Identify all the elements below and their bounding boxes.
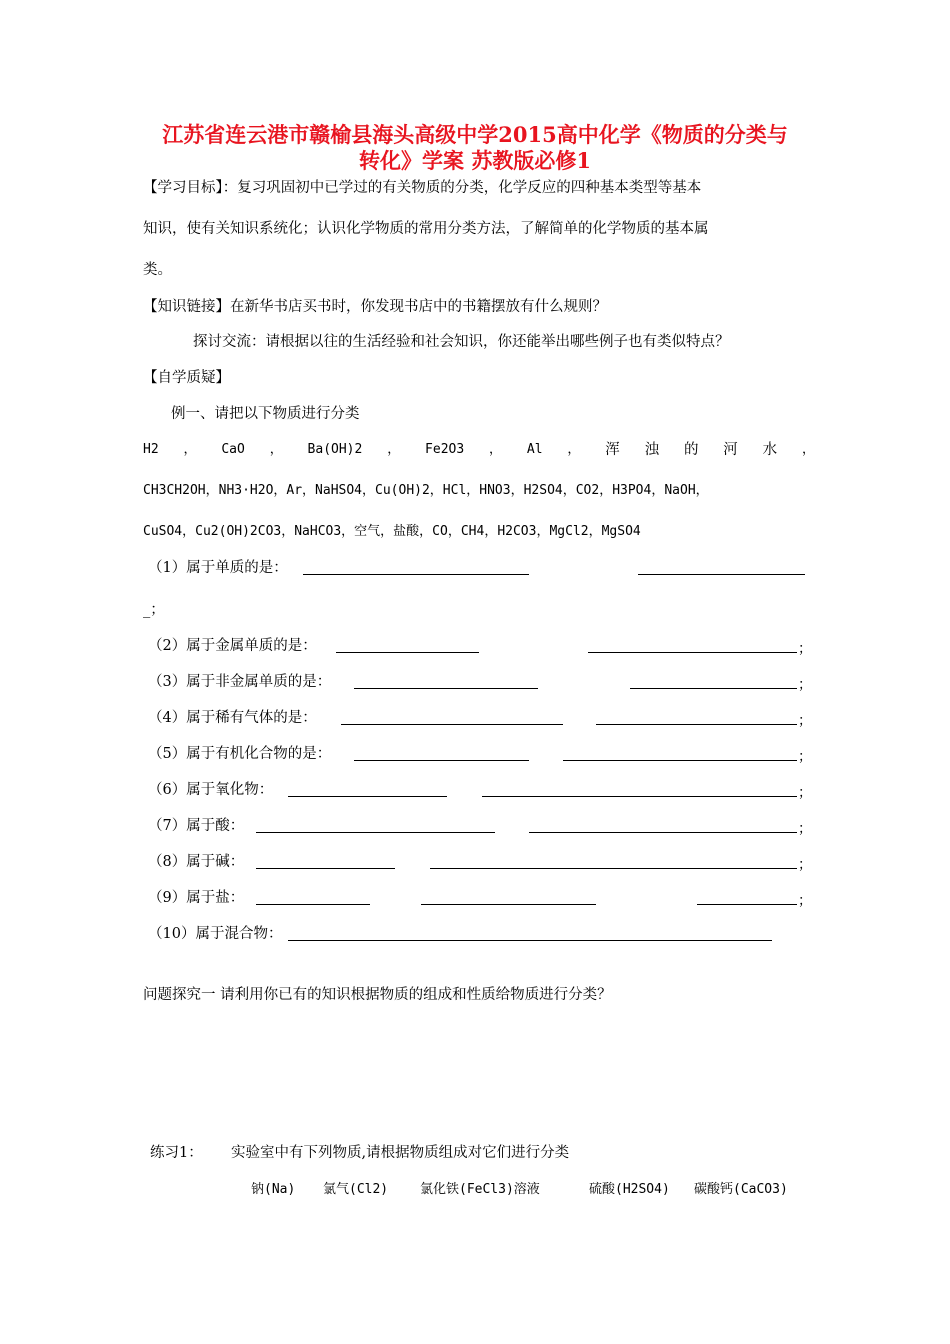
- answer-blank[interactable]: [336, 652, 479, 653]
- answer-blank[interactable]: [256, 904, 370, 905]
- substance-item: H2: [143, 442, 159, 457]
- objective-line2: 知识，使有关知识系统化；认识化学物质的常用分类方法，了解简单的化学物质的基本属: [143, 221, 709, 237]
- discussion-text: 探讨交流：请根据以往的生活经验和社会知识，你还能举出哪些例子也有类似特点？: [193, 334, 730, 350]
- answer-blank[interactable]: [288, 796, 447, 797]
- answer-blank[interactable]: [482, 796, 797, 797]
- answer-blank[interactable]: [697, 904, 797, 905]
- question-2-tail: ；: [798, 641, 812, 657]
- exercise-item: 氯气(Cl2): [323, 1182, 389, 1197]
- separator: ，: [567, 442, 581, 457]
- substance-char: 浊: [644, 442, 660, 458]
- question-10-label: （10）属于混合物：: [148, 926, 283, 942]
- answer-blank[interactable]: [354, 688, 538, 689]
- example1-heading: 例一、请把以下物质进行分类: [171, 406, 360, 422]
- separator: ，: [801, 442, 815, 457]
- answer-blank[interactable]: [596, 724, 797, 725]
- exercise-item: 钠(Na): [251, 1182, 296, 1197]
- question-7-tail: ；: [798, 821, 812, 837]
- question-1-tail: _；: [143, 602, 165, 618]
- separator: ，: [183, 442, 197, 457]
- question-7-label: （7）属于酸：: [148, 818, 245, 834]
- substance-char: 河: [723, 442, 738, 458]
- question-5-tail: ；: [798, 749, 812, 765]
- question-9-tail: ；: [798, 893, 812, 909]
- answer-blank[interactable]: [354, 760, 529, 761]
- substance-row-1: [143, 440, 815, 460]
- document-title-line2: 转化》学案 苏教版必修1: [359, 148, 591, 173]
- question-8-label: （8）属于碱：: [148, 854, 245, 870]
- answer-blank[interactable]: [256, 868, 395, 869]
- question-6-label: （6）属于氧化物：: [148, 782, 274, 798]
- answer-blank[interactable]: [563, 760, 797, 761]
- answer-blank[interactable]: [588, 652, 797, 653]
- question-8-tail: ；: [798, 857, 812, 873]
- separator: ，: [489, 442, 503, 457]
- substance-item: CaO: [221, 442, 245, 457]
- answer-blank[interactable]: [288, 940, 772, 941]
- exercise-item: 硫酸(H2SO4): [589, 1182, 670, 1197]
- substance-char: 浑: [605, 442, 620, 458]
- substance-char: 的: [683, 442, 699, 458]
- question-9-label: （9）属于盐：: [148, 890, 245, 906]
- exercise-item: 氯化铁(FeCl3)溶液: [420, 1182, 540, 1197]
- answer-blank[interactable]: [421, 904, 596, 905]
- exercise-1-label: 练习1：: [150, 1145, 203, 1161]
- objective-line1: 【学习目标】：复习巩固初中已学过的有关物质的分类，化学反应的四种基本类型等基本: [143, 180, 702, 196]
- substance-item: Ba(OH)2: [307, 442, 363, 457]
- substance-item: Al: [526, 442, 543, 457]
- objective-line3: 类。: [143, 262, 172, 278]
- answer-blank[interactable]: [256, 832, 495, 833]
- answer-blank[interactable]: [430, 868, 797, 869]
- exercise-item: 碳酸钙(CaCO3): [694, 1182, 788, 1197]
- question-6-tail: ；: [798, 785, 812, 801]
- substance-row-2: CH3CH2OH，NH3·H2O，Ar，NaHSO4，Cu(OH)2，HCl，HNO3，H2SO4，CO2，H3PO4，NaOH，: [143, 483, 709, 498]
- self-study-heading: 【自学质疑】: [143, 370, 230, 386]
- question-2-label: （2）属于金属单质的是：: [148, 638, 317, 654]
- substance-row-3: CuSO4，Cu2(OH)2CO3，NaHCO3，空气，盐酸，CO，CH4，H2CO3，MgCl2，MgSO4: [143, 524, 641, 539]
- substance-char: 水: [762, 442, 778, 458]
- question-1-label: （1）属于单质的是：: [148, 560, 288, 576]
- answer-blank[interactable]: [341, 724, 563, 725]
- exercise-1-text: 实验室中有下列物质,请根据物质组成对它们进行分类: [231, 1145, 570, 1161]
- question-5-label: （5）属于有机化合物的是：: [148, 746, 332, 762]
- separator: ，: [387, 442, 401, 457]
- question-3-tail: ；: [798, 677, 812, 693]
- knowledge-link: 【知识链接】在新华书店买书时，你发现书店中的书籍摆放有什么规则？: [143, 299, 607, 315]
- substance-item: Fe2O3: [425, 442, 465, 457]
- question-4-label: （4）属于稀有气体的是：: [148, 710, 317, 726]
- question-4-tail: ；: [798, 713, 812, 729]
- answer-blank[interactable]: [529, 832, 797, 833]
- document-title-line1: 江苏省连云港市赣榆县海头高级中学2015高中化学《物质的分类与: [162, 122, 788, 147]
- answer-blank[interactable]: [630, 688, 797, 689]
- answer-blank[interactable]: [638, 574, 805, 575]
- separator: ，: [269, 442, 283, 457]
- inquiry-1: 问题探究一 请利用你已有的知识根据物质的组成和性质给物质进行分类？: [143, 987, 612, 1003]
- question-3-label: （3）属于非金属单质的是：: [148, 674, 332, 690]
- answer-blank[interactable]: [303, 574, 529, 575]
